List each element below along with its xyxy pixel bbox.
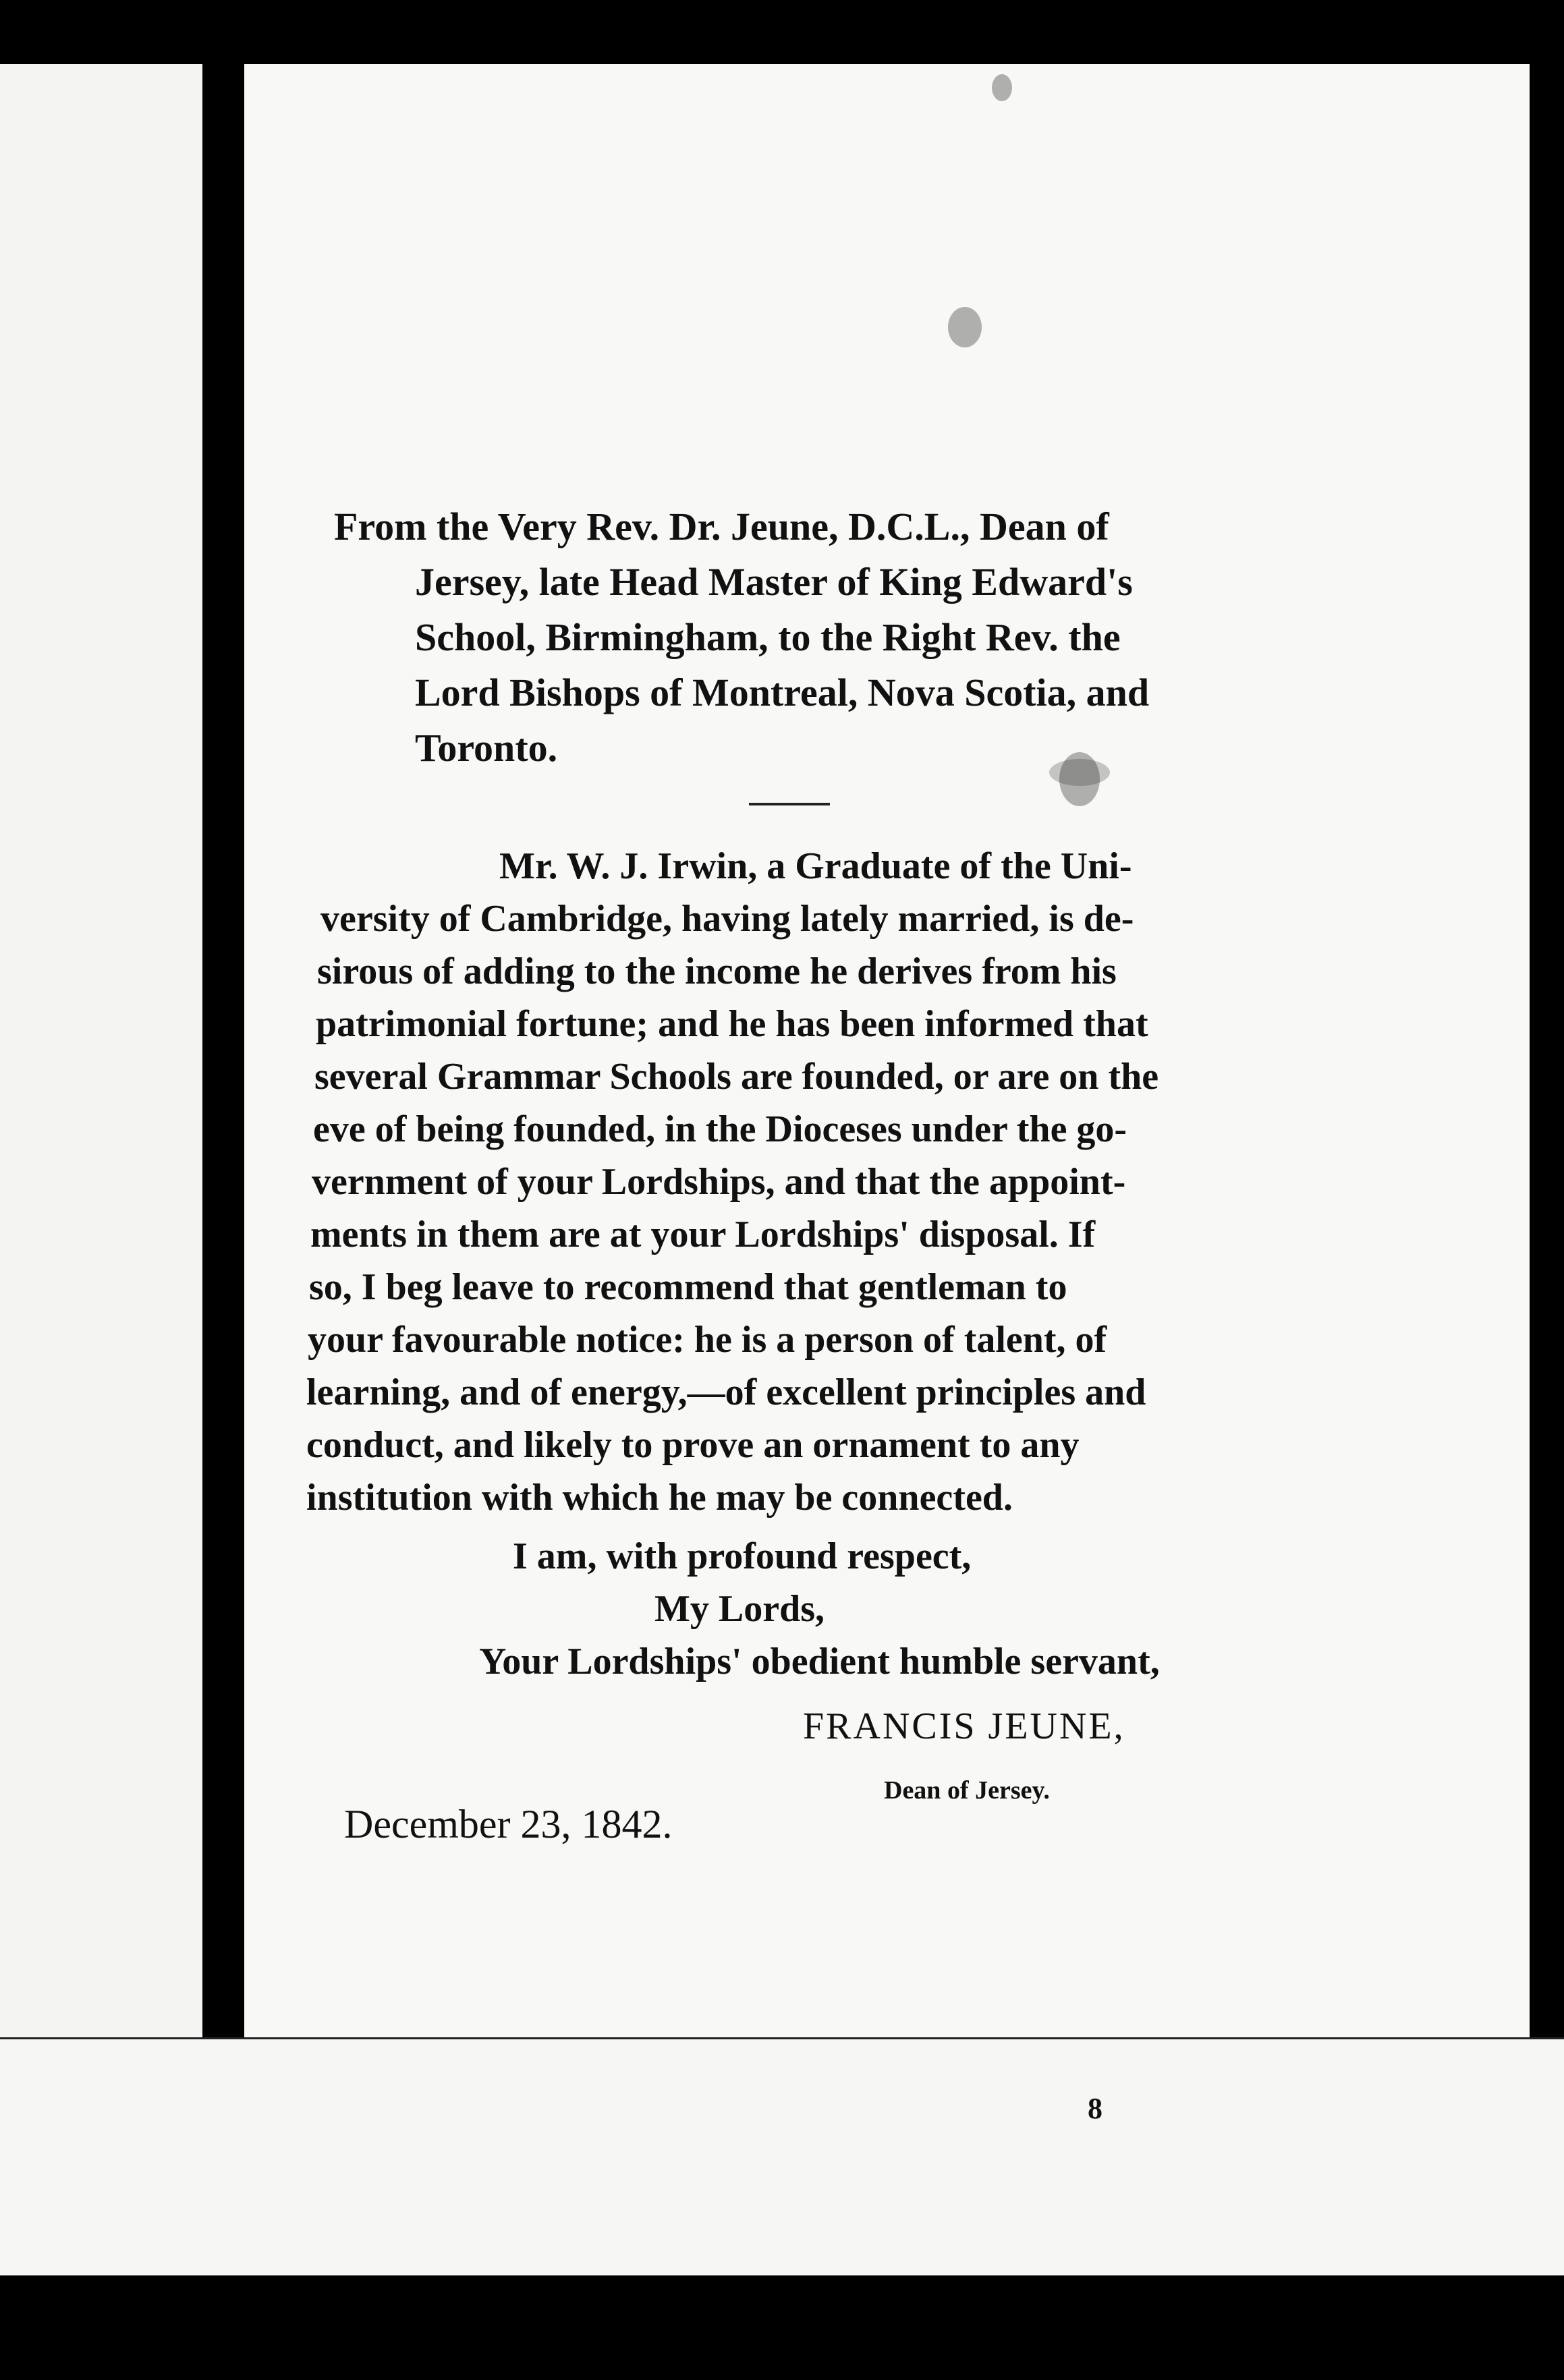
letter-line-6: eve of being founded, in the Dioceses under the go- [313,1108,1127,1150]
letter-line-4: patrimonial fortune; and he has been informed that [316,1003,1148,1045]
book-spine [202,0,244,2380]
closing-line-1: I am, with profound respect, [513,1535,972,1577]
signature-name: FRANCIS JEUNE, [803,1705,1125,1747]
letter-line-9: so, I beg leave to recommend that gentleman to [309,1266,1067,1308]
ink-stain [1049,759,1110,786]
ink-stain [992,74,1012,101]
letter-line-3: sirous of adding to the income he derives from his [317,951,1117,992]
bottom-margin-strip [0,2037,1564,2275]
heading-line-3: School, Birmingham, to the Right Rev. the [415,615,1121,659]
ink-stain [948,307,982,347]
letter-line-5: several Grammar Schools are founded, or are on the [314,1056,1159,1098]
signature-title: Dean of Jersey. [884,1776,1050,1805]
page-number: 8 [1088,2092,1102,2125]
letter-line-11: learning, and of energy,—of excellent principles and [306,1371,1146,1413]
left-page-margin [0,64,202,2270]
heading-line-2: Jersey, late Head Master of King Edward's [415,560,1133,604]
letter-line-2: versity of Cambridge, having lately married, is de- [320,898,1134,940]
letter-line-7: vernment of your Lordships, and that the appoint- [312,1161,1126,1203]
letter-line-8: ments in them are at your Lordships' disposal. If [310,1214,1096,1255]
letter-line-10: your favourable notice: he is a person of talent, of [308,1319,1107,1361]
heading-line-1: From the Very Rev. Dr. Jeune, D.C.L., Dean of [334,505,1109,548]
letter-line-12: conduct, and likely to prove an ornament to any [306,1424,1080,1466]
letter-line-13: institution with which he may be connected. [306,1477,1013,1519]
letter-date: December 23, 1842. [344,1802,673,1846]
letter-line-1: Mr. W. J. Irwin, a Graduate of the Uni- [499,845,1132,887]
closing-line-2: My Lords, [654,1588,825,1630]
closing-line-3: Your Lordships' obedient humble servant, [479,1641,1160,1682]
heading-line-4: Lord Bishops of Montreal, Nova Scotia, and [415,671,1150,714]
heading-line-5: Toronto. [415,726,558,770]
separator-rule [749,803,830,805]
